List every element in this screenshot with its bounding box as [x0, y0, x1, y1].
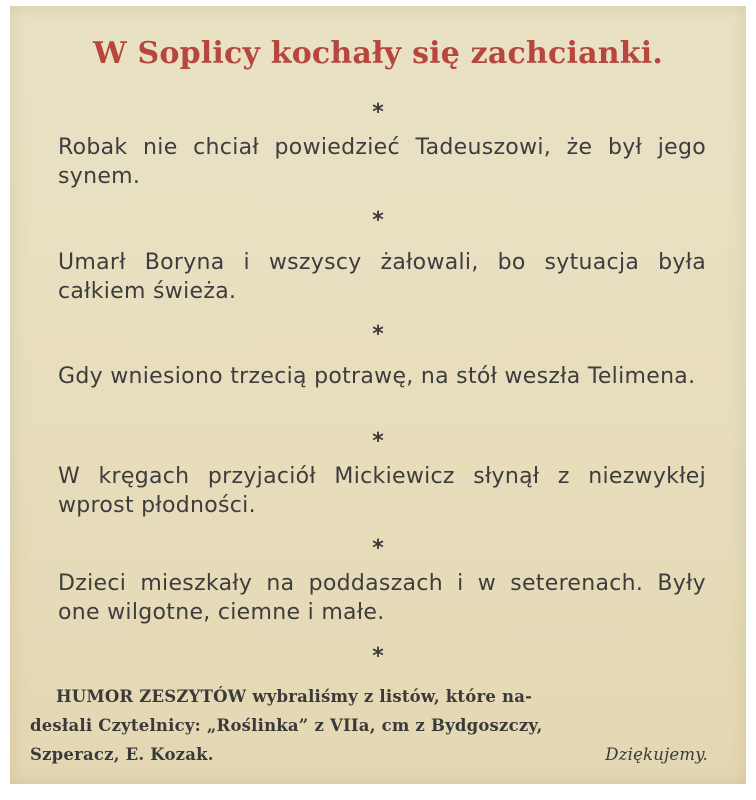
credit-line: desłali Czytelnicy: „Roślinka” z VIIa, cm z Bydgoszczy,: [30, 716, 543, 735]
credit-line: [30, 740, 708, 769]
credit-authors: Szperacz, E. Kozak.: [30, 745, 214, 764]
separator-star: *: [372, 644, 384, 669]
credit-note: [30, 682, 708, 769]
separator-star: *: [372, 322, 384, 347]
separator-star: *: [372, 100, 384, 125]
joke-paragraph: Gdy wniesiono trzecią potrawę, na stół weszła Telimena.: [58, 364, 696, 389]
separator-star: *: [372, 536, 384, 561]
credit-line: HUMOR ZESZYTÓW wybraliśmy z listów, które na-: [56, 687, 533, 706]
clipping-paper: [10, 6, 746, 784]
joke-paragraph: Robak nie chciał powiedzieć Tadeuszowi, że był jego synem.: [58, 135, 706, 189]
page-title: W Soplicy kochały się zachcianki.: [93, 36, 663, 71]
joke-paragraph: Dzieci mieszkały na poddaszach i w seterenach. Były one wilgotne, ciemne i małe.: [58, 571, 706, 625]
joke-paragraph: W kręgach przyjaciół Mickiewicz słynął z niezwykłej wprost płodności.: [58, 464, 706, 518]
separator-star: *: [372, 429, 384, 454]
joke-paragraph: Umarł Boryna i wszyscy żałowali, bo sytuacja była całkiem świeża.: [58, 250, 706, 304]
separator-star: *: [372, 208, 384, 233]
credit-thanks: Dziękujemy.: [605, 745, 708, 764]
